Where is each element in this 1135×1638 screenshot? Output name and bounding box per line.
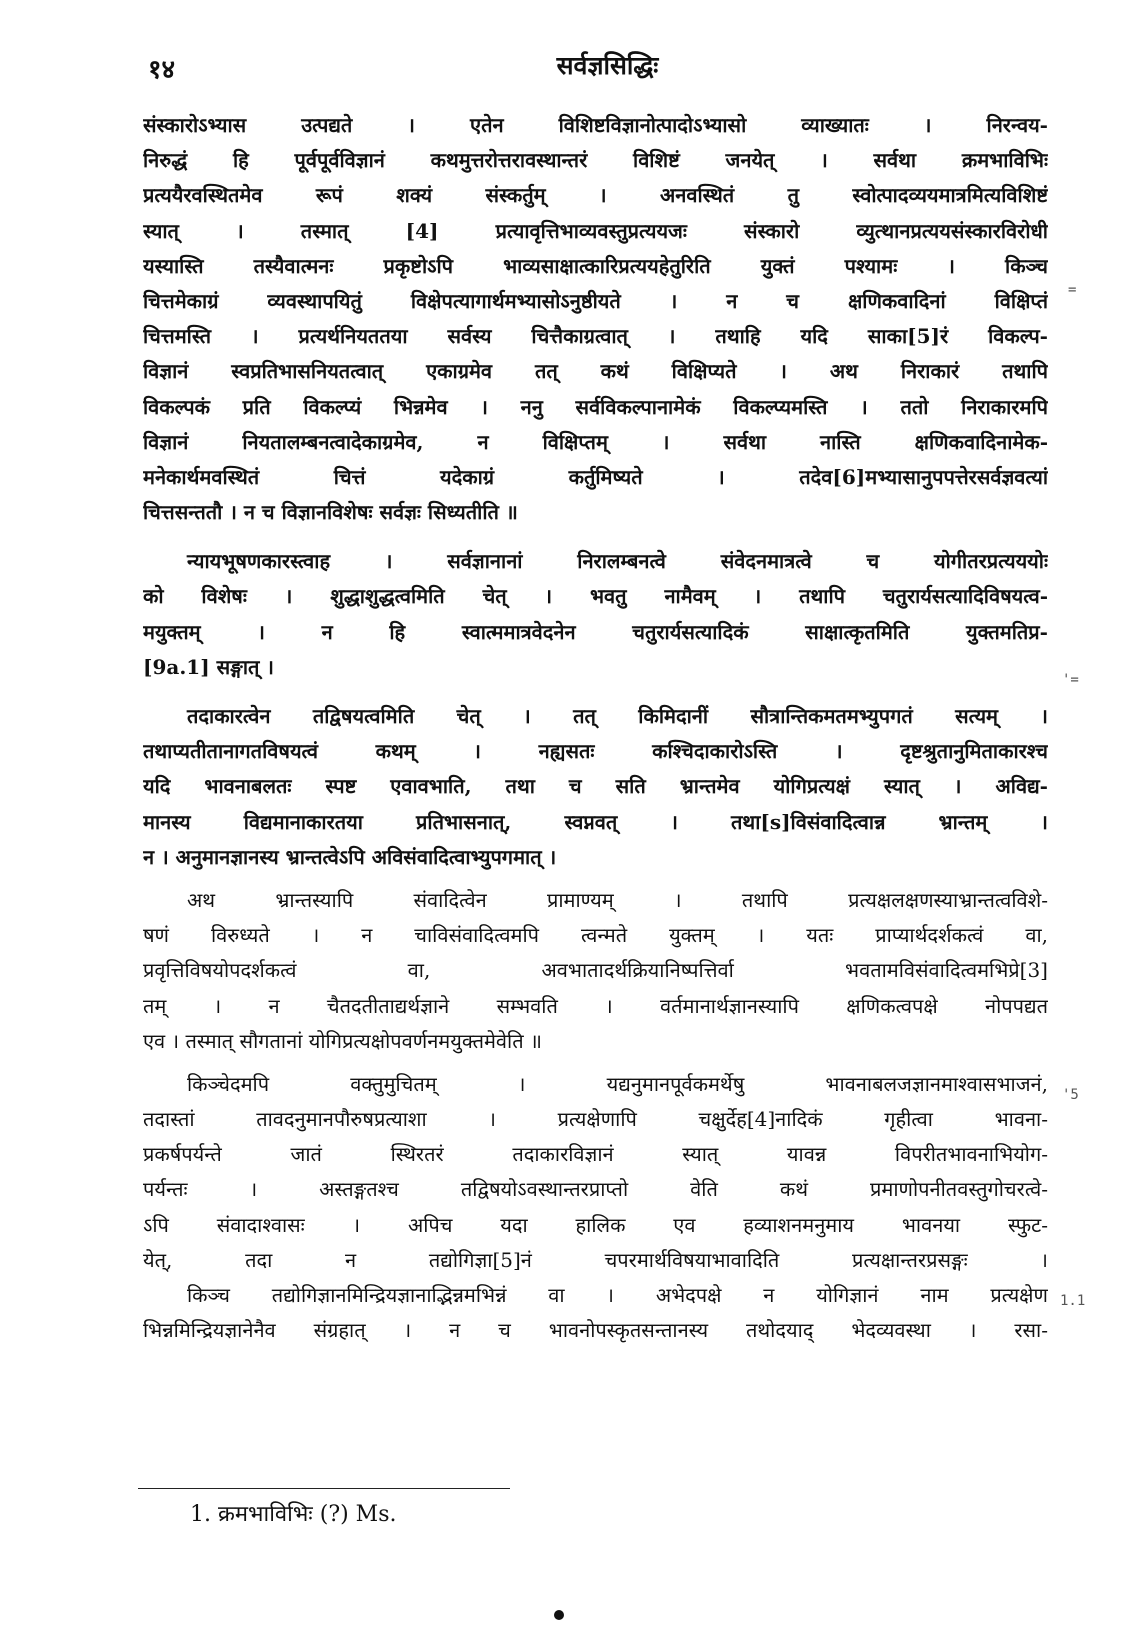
- margin-mark: 1.1: [1060, 1293, 1086, 1309]
- paragraph-1: [143, 108, 1048, 530]
- footnote-rule: [138, 1488, 510, 1489]
- text-line: न । अनुमानज्ञानस्य भ्रान्तत्वेऽपि अविसंवादित्वाभ्युपगमात् ।: [143, 844, 557, 869]
- text-line: किञ्च तद्योगिज्ञानमिन्द्रियज्ञानाद्भिन्नमभिन्नं वा । अभेदपक्षे न योगिज्ञानं नाम प्रत्यक्षेण: [187, 1283, 1048, 1307]
- paragraph-gap: [143, 530, 1048, 544]
- text-line: विज्ञानं स्वप्रतिभासनियतत्वात् एकाग्रमेव तत् कथं विक्षिप्यते । अथ निराकारं तथापि: [143, 359, 1048, 384]
- text-line: संस्कारोऽभ्यास उत्पद्यते । एतेन विशिष्टविज्ञानोत्पादोऽभ्यासो व्याख्यातः । निरन्वय-: [143, 113, 1048, 137]
- text-line: तथाप्यतीतानागतविषयत्वं कथम् । नह्यसतः कश्चिदाकारोऽस्ति । दृष्टश्रुतानुमिताकारश्च: [143, 739, 1048, 764]
- text-line: मयुक्तम् । न हि स्वात्ममात्रवेदनेन चतुरार्यसत्यादिकं साक्षात्कृतमिति युक्तमतिप्र-: [143, 619, 1048, 644]
- page-number: १४: [148, 55, 176, 85]
- text-line: तदाकारत्वेन तद्विषयत्वमिति चेत् । तत् किमिदानीं सौत्रान्तिकमतमभ्युपगतं सत्यम् ।: [187, 704, 1048, 728]
- text-line: तम् । न चैतदतीताद्यर्थज्ञाने सम्भवति । वर्तमानार्थज्ञानस्यापि क्षणिकत्वपक्षे नोपपद्यत: [143, 993, 1048, 1018]
- text-line: प्रत्ययैरवस्थितमेव रूपं शक्यं संस्कर्तुम् । अनवस्थितं तु स्वोत्पादव्ययमात्रमित्यविशिष्टं: [143, 183, 1048, 208]
- page-dot: [554, 1610, 564, 1620]
- paragraph-5: [143, 1067, 1048, 1349]
- text-line: विकल्पकं प्रति विकल्प्यं भिन्नमेव । ननु सर्वविकल्पानामेकं विकल्प्यमस्ति । ततो निराकारमपि: [143, 394, 1048, 419]
- running-title: सर्वज्ञसिद्धिः: [556, 51, 659, 80]
- text-line: प्रवृत्तिविषयोपदर्शकत्वं वा, अवभातादर्थक्रियानिष्पत्तिर्वा भवतामविसंवादित्वमभिप्रे[3]: [143, 958, 1048, 983]
- margin-mark: =: [1068, 282, 1077, 298]
- text-line: मानस्य विद्यमानाकारतया प्रतिभासनात्, स्वप्नवत् । तथा[s]विसंवादित्वान्न भ्रान्तम् ।: [143, 809, 1048, 834]
- text-line: को विशेषः । शुद्धाशुद्धत्वमिति चेत् । भवतु नामैवम् । तथापि चतुरार्यसत्यादिविषयत्व-: [143, 584, 1048, 609]
- text-line: येत्, तदा न तद्योगिज्ञा[5]नं चपरमार्थविषयाभावादिति प्रत्यक्षान्तरप्रसङ्गः ।: [143, 1247, 1048, 1272]
- text-line: अथ भ्रान्तस्यापि संवादित्वेन प्रामाण्यम् । तथापि प्रत्यक्षलक्षणस्याभ्रान्तत्वविशे-: [187, 887, 1048, 912]
- text-line: षणं विरुध्यते । न चाविसंवादित्वमपि त्वन्मते युक्तम् । यतः प्राप्यार्थदर्शकत्वं वा,: [143, 923, 1048, 948]
- footnote: 1. क्रमभाविभिः (?) Ms.: [190, 1502, 397, 1527]
- text-line: न्यायभूषणकारस्त्वाह । सर्वज्ञानानां निरालम्बनत्वे संवेदनमात्रत्वे च योगीतरप्रत्यययोः: [187, 549, 1048, 574]
- text-line: पर्यन्तः । अस्तङ्गतश्च तद्विषयोऽवस्थान्तरप्राप्तो वेति कथं प्रमाणोपनीतवस्तुगोचरत्वे-: [143, 1177, 1048, 1202]
- text-line: ऽपि संवादाश्वासः । अपिच यदा हालिक एव हव्याशनमनुमाय भावनया स्फुट-: [143, 1212, 1048, 1237]
- text-line: चित्तसन्ततौ । न च विज्ञानविशेषः सर्वज्ञः सिध्यतीति ॥: [143, 500, 518, 525]
- paragraph-gap: [143, 875, 1048, 883]
- paragraph-gap: [143, 685, 1048, 699]
- text-line: विज्ञानं नियतालम्बनत्वादेकाग्रमेव, न विक्षिप्तम् । सर्वथा नास्ति क्षणिकवादिनामेक-: [143, 429, 1048, 454]
- page-header: [148, 40, 1067, 84]
- paragraph-3: [143, 699, 1048, 875]
- text-line: मनेकार्थमवस्थितं चित्तं यदेकाग्रं कर्तुमिष्यते । तदेव[6]मभ्यासानुपपत्तेरसर्वज्ञवत्यां: [143, 464, 1048, 489]
- text-line: [9a.1] सङ्गात् ।: [143, 654, 274, 679]
- text-line: तदास्तां तावदनुमानपौरुषप्रत्याशा । प्रत्यक्षेणापि चक्षुर्देह[4]नादिकं गृहीत्वा भावना-: [143, 1107, 1048, 1132]
- text-line: एव । तस्मात् सौगतानां योगिप्रत्यक्षोपवर्णनमयुक्तमेवेति ॥: [143, 1028, 542, 1053]
- margin-mark: '5: [1062, 1087, 1079, 1103]
- paragraph-gap: [143, 1059, 1048, 1067]
- text-line: स्यात् । तस्मात् [4] प्रत्यावृत्तिभाव्यवस्तुप्रत्ययजः संस्कारो व्युत्थानप्रत्ययसंस्कारविरोधी: [143, 218, 1048, 243]
- text-body: [143, 108, 1048, 1348]
- paragraph-4: [143, 883, 1048, 1059]
- text-line: यदि भावनाबलतः स्पष्ट एवावभाति, तथा च सति भ्रान्तमेव योगिप्रत्यक्षं स्यात् । अविद्य-: [143, 774, 1048, 799]
- text-line: चित्तमस्ति । प्रत्यर्थनियततया सर्वस्य चित्तैकाग्रत्वात् । तथाहि यदि साका[5]रं विकल्प-: [143, 324, 1048, 349]
- text-line: चित्तमेकाग्रं व्यवस्थापयितुं विक्षेपत्यागार्थमभ्यासोऽनुष्ठीयते । न च क्षणिकवादिनां विक्षिप्तं: [143, 288, 1048, 313]
- text-line: किञ्चेदमपि वक्तुमुचितम् । यद्यनुमानपूर्वकमर्थेषु भावनाबलजज्ञानमाश्वासभाजनं,: [187, 1071, 1048, 1096]
- paragraph-2: [143, 544, 1048, 685]
- text-line: यस्यास्ति तस्यैवात्मनः प्रकृष्टोऽपि भाव्यसाक्षात्कारिप्रत्ययहेतुरिति युक्तं पश्यामः । किञ्च: [143, 253, 1048, 278]
- text-line: प्रकर्षपर्यन्ते जातं स्थिरतरं तदाकारविज्ञानं स्यात् यावन्न विपरीतभावनाभियोग-: [143, 1142, 1048, 1167]
- text-line: निरुद्धं हि पूर्वपूर्वविज्ञानं कथमुत्तरोत्तरावस्थान्तरं विशिष्टं जनयेत् । सर्वथा क्रमभाविभिः: [143, 148, 1048, 173]
- margin-mark: '=: [1062, 672, 1079, 688]
- text-line: भिन्नमिन्द्रियज्ञानेनैव संग्रहात् । न च भावनोपस्कृतसन्तानस्य तथोदयाद् भेदव्यवस्था । रसा-: [143, 1318, 1048, 1343]
